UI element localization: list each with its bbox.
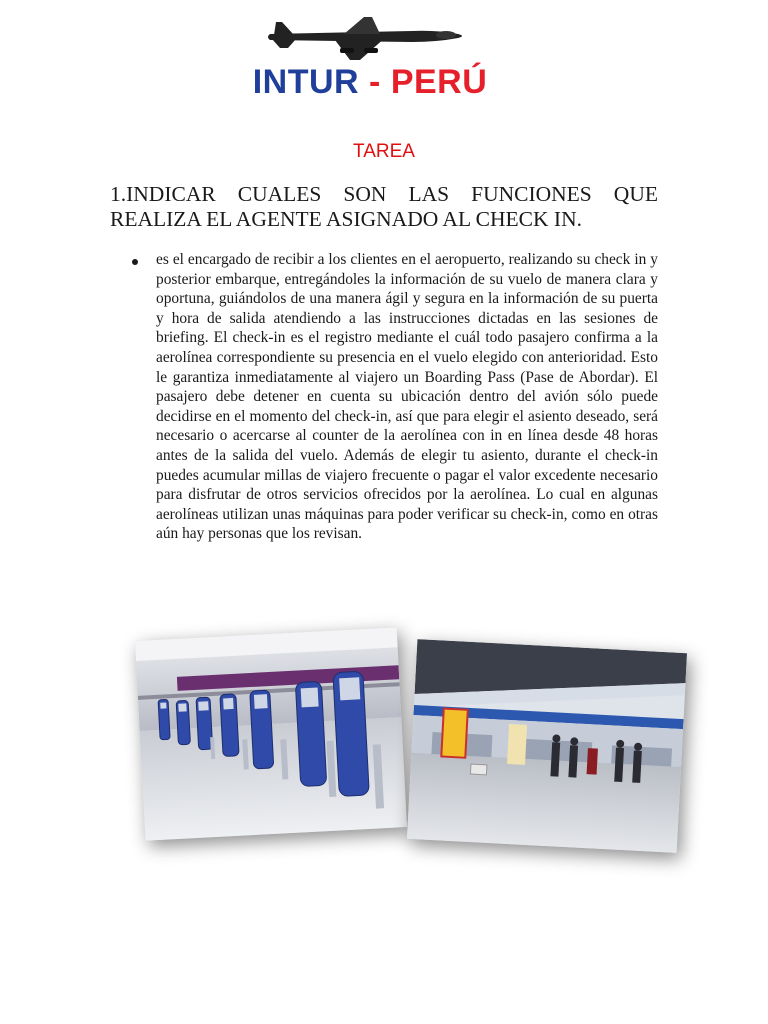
answer-paragraph: es el encargado de recibir a los clientes en el aeropuerto, realizando su check in y posterior embarque, entregándoles la información de su vuelo de manera clara y oportuna, guiándolos de una manera ágil y segura en la información de su puerta y hora de salida atendiendo a las instrucciones dictadas en las sesiones de briefing. El check-in es el registro mediante el cuál todo pasajero confirma a la aerolínea correspondiente su presencia en el vuelo elegido con anterioridad. Esto le garantiza inmediatamente al viajero un Boarding Pass (Pase de Abordar). El pasajero debe detener en cuenta su ubicación dentro del avión sólo puede decidirse en el momento del check-in, así que para elegir el asiento deseado, será necesario o acercarse al counter de la aerolínea con in en línea desde 48 horas antes de la salida del vuelo. Además de elegir tu asiento, durante el check-in puedes acumular millas de viajero frecuente o pagar el valor excedente necesario para disfrutar de otros servicios ofrecidos por la aerolínea. Lo cual en algunas aerolíneas utilizan unas máquinas para poder verificar su check-in, como en otras aún hay personas que los revisan. bbox=[156, 251, 658, 543]
page-title: TAREA bbox=[353, 141, 415, 162]
brand-left: INTUR bbox=[252, 63, 360, 101]
counter-photo bbox=[407, 639, 687, 853]
kiosk-photo bbox=[135, 627, 407, 840]
answer-list bbox=[118, 250, 658, 544]
brand-text bbox=[248, 65, 492, 99]
intur-peru-logo bbox=[240, 10, 500, 105]
brand-separator: - bbox=[359, 63, 391, 101]
question-heading bbox=[110, 182, 658, 232]
heading-line-2: REALIZA EL AGENTE ASIGNADO AL CHECK IN. bbox=[110, 207, 582, 231]
bullet-icon bbox=[132, 259, 138, 265]
counter-photo-illustration bbox=[407, 639, 687, 853]
airplane-icon bbox=[262, 14, 472, 64]
list-item bbox=[118, 250, 658, 544]
heading-line-1: 1.INDICAR CUALES SON LAS FUNCIONES QUE bbox=[110, 182, 658, 206]
kiosk-photo-illustration bbox=[135, 627, 407, 840]
brand-right: PERÚ bbox=[390, 63, 488, 101]
